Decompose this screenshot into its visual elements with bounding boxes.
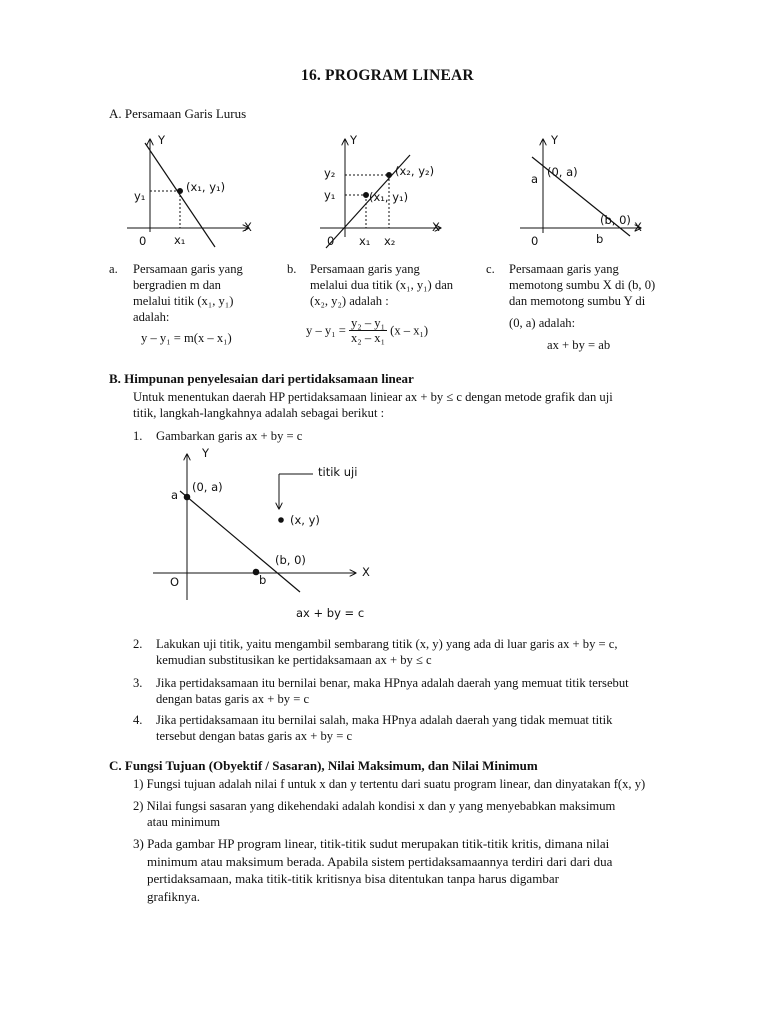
d2-x-label: X — [432, 220, 440, 234]
col-a-text: Persamaan garis yang bergradien m dan melalui titik (x₁, y₁) adalah: — [133, 262, 243, 324]
graph-y-label: Y — [202, 446, 210, 460]
d3-b: b — [596, 232, 604, 246]
section-c-item-2: 2) Nilai fungsi sasaran yang dikehendaki adalah kondisi x dan y yang menyebabkan maksimum atau minimum — [133, 799, 616, 829]
graph-point-a — [184, 494, 190, 500]
section-b-intro-2: titik, langkah-langkahnya adalah sebagai berikut : — [133, 406, 385, 420]
d1-point-label: (x₁, y₁) — [186, 180, 226, 194]
col-c-marker: c. — [486, 262, 495, 276]
d1-y-label: Y — [158, 133, 166, 147]
d2-point1-label: (x₁, y₁) — [369, 190, 409, 204]
graph-test-point-label: (x, y) — [290, 513, 320, 527]
graph-point-b — [253, 569, 259, 575]
col-b-formula: y – y₁ = $\frac{\text{y₂ – y₁}}{\text{x₂ – x₁}}$ (x – x₁) — [306, 316, 429, 345]
graph-line-label: ax + by = c — [296, 606, 365, 620]
d2-x-tick1: x₁ — [359, 234, 371, 248]
d3-y-label: Y — [551, 133, 559, 147]
step-2-num: 2. — [133, 637, 143, 651]
d3-a: a — [531, 172, 539, 186]
step-3-text: Jika pertidaksamaan itu bernilai benar, maka HPnya adalah daerah yang memuat titik tersebut dengan batas garis ax + by = c — [156, 676, 629, 706]
col-b-text: Persamaan garis yang melalui dua titik (x₁, y₁) dan (x₂, y₂) adalah : — [310, 262, 454, 308]
step-1-text: Gambarkan garis ax + by = c — [156, 429, 303, 443]
d3-origin: 0 — [531, 234, 539, 248]
page-title: 16. PROGRAM LINEAR — [301, 67, 474, 84]
section-c-heading: C. Fungsi Tujuan (Obyektif / Sasaran), Nilai Maksimum, dan Nilai Minimum — [109, 758, 538, 773]
graph-point-a-label: (0, a) — [192, 480, 223, 494]
graph-point-b-label: (b, 0) — [275, 553, 306, 567]
step-1-num: 1. — [133, 429, 143, 443]
section-b-intro-1: Untuk menentukan daerah HP pertidaksamaan liniear ax + by ≤ c dengan metode grafik dan uji — [133, 390, 613, 404]
graph-a: a — [171, 488, 179, 502]
col-b-marker: b. — [287, 262, 297, 276]
section-b-heading: B. Himpunan penyelesaian dari pertidaksamaan linear — [109, 371, 414, 386]
col-a-formula: y – y₁ = m(x – x₁) — [141, 331, 232, 345]
graph-test-label: titik uji — [318, 465, 358, 479]
d2-y-tick1: y₁ — [324, 188, 336, 202]
graph-origin: O — [170, 575, 180, 589]
d1-x-label: X — [244, 220, 252, 234]
step-3-num: 3. — [133, 676, 143, 690]
d1-y-tick: y₁ — [134, 189, 146, 203]
section-c-item-1: 1) Fungsi tujuan adalah nilai f untuk x dan y tertentu dari suatu program linear, dan dinyatakan f(x, y) — [133, 777, 646, 791]
graph-line — [180, 491, 300, 592]
d2-y-tick2: y₂ — [324, 166, 336, 180]
section-a-heading: A. Persamaan Garis Lurus — [109, 106, 247, 121]
d1-x-tick: x₁ — [174, 233, 186, 247]
section-c-item-3: 3) Pada gambar HP program linear, titik-titik sudut merupakan titik-titik kritis, dimana nilai minimum atau maksimum berada. Apabila sistem pertidaksamaannya terdiri dari dari dua pertidaksamaan, maka titik-titik kritisnya bisa ditentukan tanpa harus digambar grafiknya. — [133, 836, 613, 904]
graph-x-label: X — [362, 565, 370, 579]
col-c-formula: ax + by = ab — [547, 338, 611, 352]
d3-point-a: (0, a) — [547, 165, 578, 179]
d2-y-label: Y — [350, 133, 358, 147]
d3-point-b: (b, 0) — [600, 213, 631, 227]
graph-b: b — [259, 573, 267, 587]
d2-point2-label: (x₂, y₂) — [395, 164, 435, 178]
step-4-text: Jika pertidaksamaan itu bernilai salah, maka HPnya adalah daerah yang tidak memuat titik tersebut dengan batas garis ax + by = c — [156, 713, 613, 743]
d3-x-label: X — [634, 220, 642, 234]
d1-origin: 0 — [139, 234, 147, 248]
step-4-num: 4. — [133, 713, 143, 727]
graph-test-point — [279, 518, 284, 523]
step-2-text: Lakukan uji titik, yaitu mengambil sembarang titik (x, y) yang ada di luar garis ax + by = c, kemudian substitusikan ke pertidaksamaan ax + by ≤ c — [156, 637, 618, 667]
col-c-text: Persamaan garis yang memotong sumbu X di (b, 0) dan memotong sumbu Y di (0, a) adalah: — [509, 262, 656, 330]
d2-origin: 0 — [327, 234, 335, 248]
col-a-marker: a. — [109, 262, 118, 276]
d2-x-tick2: x₂ — [384, 234, 396, 248]
